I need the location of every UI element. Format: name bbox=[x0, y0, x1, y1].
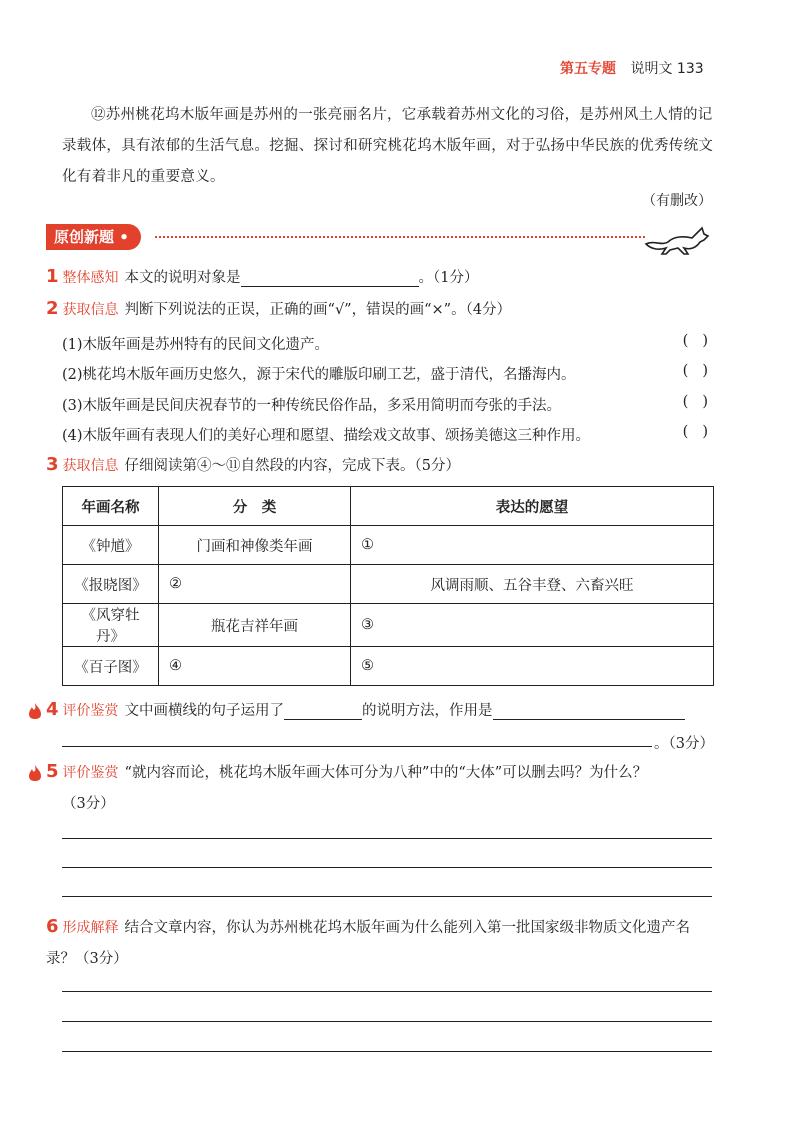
page-number: 133 bbox=[676, 61, 704, 77]
passage-paragraph-12: ⑫苏州桃花坞木版年画是苏州的一张亮丽名片，它承载着苏州文化的习俗，是苏州风土人情的记录载体，具有浓郁的生活气息。挖掘、探讨和研究桃花坞木版年画，对于弘扬中华民族的优秀传统文化有着非凡的重要意义。 bbox=[62, 107, 714, 185]
q5-tag: 评价鉴赏 bbox=[62, 765, 119, 781]
q4-text-2: 的说明方法，作用是 bbox=[362, 703, 493, 719]
q2-text: 判断下列说法的正误，正确的画“√”，错误的画“×”。（4分） bbox=[124, 302, 512, 318]
q4-effect-blank[interactable] bbox=[493, 719, 685, 720]
q5-text: “就内容而论，桃花坞木版年画大体可分为八种”中的“大体”可以删去吗？为什么？ bbox=[124, 765, 648, 781]
q6-number: 6 bbox=[46, 916, 59, 937]
q1-tag: 整体感知 bbox=[62, 270, 119, 286]
table-cell-wish[interactable]: ① bbox=[351, 526, 714, 565]
q2-item-1-paren[interactable]: () bbox=[682, 333, 722, 349]
q4-tag: 评价鉴赏 bbox=[62, 703, 119, 719]
question-5 bbox=[46, 761, 647, 782]
q2-item-3-paren[interactable]: () bbox=[682, 394, 722, 410]
q5-points: （3分） bbox=[62, 796, 115, 812]
q2-item-3 bbox=[62, 394, 722, 415]
q4-number: 4 bbox=[46, 699, 59, 720]
q4-text: 文中画横线的句子运用了 bbox=[124, 703, 285, 719]
section-banner-label: 原创新题 bbox=[54, 228, 115, 246]
table-cell-category: 瓶花吉祥年画 bbox=[159, 604, 351, 647]
source-note: （有删改） bbox=[642, 193, 712, 209]
q5-answer-line[interactable] bbox=[62, 838, 712, 839]
table-header-row bbox=[63, 487, 714, 526]
q2-item-2-text: (2)桃花坞木版年画历史悠久，源于宋代的雕版印刷工艺，盛于清代，名播海内。 bbox=[62, 367, 576, 383]
table-cell-name: 《百子图》 bbox=[63, 647, 159, 686]
question-2 bbox=[46, 298, 511, 319]
table-cell-category[interactable]: ④ bbox=[159, 647, 351, 686]
question-1 bbox=[46, 266, 479, 287]
fire-icon bbox=[28, 764, 42, 782]
table-header: 年画名称 bbox=[63, 487, 159, 526]
q2-item-1 bbox=[62, 333, 722, 354]
table-cell-name: 《钟馗》 bbox=[63, 526, 159, 565]
q6-tag: 形成解释 bbox=[62, 920, 119, 936]
table-row bbox=[63, 565, 714, 604]
q6-answer-line[interactable] bbox=[62, 1021, 712, 1022]
q5-number: 5 bbox=[46, 761, 59, 782]
table-header: 表达的愿望 bbox=[351, 487, 714, 526]
table-cell-wish: 风调雨顺、五谷丰登、六畜兴旺 bbox=[351, 565, 714, 604]
cat-icon bbox=[644, 218, 714, 256]
table-header: 分 类 bbox=[159, 487, 351, 526]
q1-number: 1 bbox=[46, 266, 59, 287]
question-3 bbox=[46, 454, 460, 475]
q3-number: 3 bbox=[46, 454, 59, 475]
table-row bbox=[63, 604, 714, 647]
page-header bbox=[560, 58, 730, 82]
q2-item-4-text: (4)木版年画有表现人们的美好心理和愿望、描绘戏文故事、颂扬美德这三种作用。 bbox=[62, 428, 591, 444]
q4-points: 。（3分） bbox=[654, 736, 714, 752]
section-banner: 原创新题 • bbox=[46, 224, 141, 250]
answer-table bbox=[62, 486, 714, 686]
q1-points: 。（1分） bbox=[418, 270, 479, 286]
table-cell-category: 门画和神像类年画 bbox=[159, 526, 351, 565]
question-4 bbox=[46, 699, 685, 720]
table-cell-category[interactable]: ② bbox=[159, 565, 351, 604]
q2-item-3-text: (3)木版年画是民间庆祝春节的一种传统民俗作品，多采用简明而夸张的手法。 bbox=[62, 398, 562, 414]
q3-text: 仔细阅读第④～⑪自然段的内容，完成下表。（5分） bbox=[124, 458, 461, 474]
banner-dotted-line bbox=[155, 236, 645, 238]
q2-item-2 bbox=[62, 363, 722, 384]
q2-tag: 获取信息 bbox=[62, 302, 119, 318]
q2-item-2-paren[interactable]: () bbox=[682, 363, 722, 379]
q2-item-4-paren[interactable]: () bbox=[682, 424, 722, 440]
q2-item-4 bbox=[62, 424, 722, 445]
q1-text: 本文的说明对象是 bbox=[124, 270, 241, 286]
table-row bbox=[63, 647, 714, 686]
fire-icon bbox=[28, 702, 42, 720]
q2-number: 2 bbox=[46, 298, 59, 319]
q6-text: 结合文章内容，你认为苏州桃花坞木版年画为什么能列入第一批国家级非物质文化遗产名录？（3分） bbox=[46, 920, 691, 967]
chapter-label: 第五专题 bbox=[560, 61, 616, 77]
q5-answer-line[interactable] bbox=[62, 896, 712, 897]
question-6 bbox=[46, 911, 716, 975]
table-row bbox=[63, 526, 714, 565]
q6-answer-line[interactable] bbox=[62, 1051, 712, 1052]
q6-answer-line[interactable] bbox=[62, 991, 712, 992]
table-cell-wish[interactable]: ⑤ bbox=[351, 647, 714, 686]
q1-answer-blank[interactable] bbox=[241, 286, 419, 287]
table-cell-name: 《风穿牡丹》 bbox=[63, 604, 159, 647]
q2-item-1-text: (1)木版年画是苏州特有的民间文化遗产。 bbox=[62, 337, 330, 353]
subject-label: 说明文 bbox=[630, 61, 673, 77]
q4-method-blank[interactable] bbox=[284, 719, 362, 720]
table-cell-wish[interactable]: ③ bbox=[351, 604, 714, 647]
table-cell-name: 《报晓图》 bbox=[63, 565, 159, 604]
q3-tag: 获取信息 bbox=[62, 458, 119, 474]
q4-effect-blank-line-2[interactable] bbox=[62, 732, 652, 747]
q5-answer-line[interactable] bbox=[62, 867, 712, 868]
